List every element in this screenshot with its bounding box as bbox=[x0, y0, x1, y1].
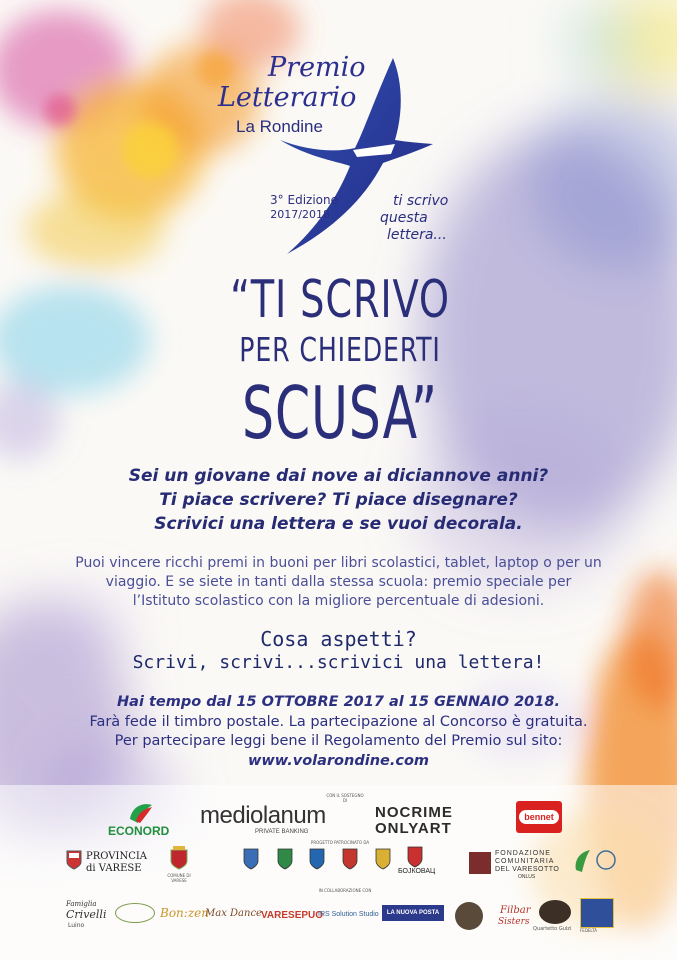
irs-text: IRS Solution Studio bbox=[318, 911, 379, 918]
provincia-line-1: PROVINCIA bbox=[86, 851, 148, 862]
filbar-line-2: Sisters bbox=[498, 917, 530, 927]
question-3: Scrivici una lettera e se vuoi decorala. bbox=[154, 514, 523, 534]
edition-years: 2017/2018 bbox=[270, 208, 330, 221]
call-line-2: Scrivi, scrivi...scrivici una lettera! bbox=[132, 652, 545, 673]
edition-label: 3° Edizione bbox=[270, 193, 338, 207]
fondazione-line-2: COMUNITARIA bbox=[495, 858, 555, 865]
prizes-line-1: Puoi vincere ricchi premi in buoni per libri scolastici, tablet, laptop o per un bbox=[75, 555, 602, 571]
tagline-1: ti scrivo bbox=[393, 193, 449, 209]
varese-label: COMUNE DI VARESE bbox=[167, 873, 191, 883]
econord-icon bbox=[128, 801, 154, 825]
logo-line-premio: Premio bbox=[268, 52, 366, 83]
postmark-text: Farà fede il timbro postale. La partecipazione al Concorso è gratuita. bbox=[89, 714, 588, 730]
community-leaf-icon bbox=[570, 848, 620, 876]
varesepuo-text: VARESEPUO bbox=[261, 910, 324, 921]
fedelta-mark-icon bbox=[580, 898, 614, 928]
prizes-line-2: viaggio. E se siete in tanti dalla stessa scuola: premio speciale per bbox=[105, 574, 572, 590]
provincia-crest-icon bbox=[66, 850, 82, 870]
varese-crest-icon bbox=[170, 846, 188, 870]
logo-line-la-rondine: La Rondine bbox=[236, 117, 323, 136]
filbar-line-1: Filbar bbox=[500, 905, 531, 916]
crest-1-icon bbox=[244, 849, 258, 869]
crest-3-icon bbox=[310, 849, 324, 869]
collab-label: IN COLLABORAZIONE CON bbox=[318, 888, 372, 893]
fondazione-line-3: DEL VARESOTTO bbox=[495, 866, 560, 873]
question-2: Ti piace scrivere? Ti piace disegnare? bbox=[159, 490, 518, 510]
crivelli-line-1: Famiglia bbox=[66, 900, 97, 908]
crivelli-line-2: Crivelli bbox=[66, 908, 107, 921]
crest-2-icon bbox=[278, 849, 292, 869]
decorative-crest-icon bbox=[115, 903, 155, 923]
deadline-text: Hai tempo dal 15 OTTOBRE 2017 al 15 GENNAIO 2018. bbox=[117, 694, 560, 710]
mediolanum-subtext: PRIVATE BANKING bbox=[255, 829, 309, 835]
headline-line-2: PER CHIEDERTI bbox=[239, 330, 441, 369]
fondazione-mark-icon bbox=[469, 852, 491, 874]
call-line-1: Cosa aspetti? bbox=[260, 627, 417, 651]
question-1: Sei un giovane dai nove ai diciannove anni? bbox=[128, 466, 549, 486]
fondazione-line-1: FONDAZIONE bbox=[495, 850, 551, 857]
nocrime-line-1: NOCRIME bbox=[375, 804, 453, 821]
bonzen-text: Bon:zen bbox=[160, 906, 209, 920]
tagline-3: lettera... bbox=[387, 227, 447, 243]
crest-4-icon bbox=[343, 849, 357, 869]
support-label: CON IL SOSTEGNO DI bbox=[326, 793, 364, 803]
headline-line-1: “TI SCRIVO bbox=[230, 270, 450, 330]
logo-line-letterario: Letterario bbox=[218, 82, 357, 113]
quartetto-badge-icon bbox=[539, 900, 571, 924]
bojkovac-label: БОЈКОВАЦ bbox=[398, 868, 436, 875]
crivelli-line-3: Luino bbox=[68, 922, 85, 929]
fedelta-text: FEDELTÀ bbox=[580, 928, 597, 933]
fondazione-line-4: ONLUS bbox=[518, 874, 536, 880]
tagline-2: questa bbox=[380, 210, 428, 226]
prizes-line-3: l’Istituto scolastico con la migliore percentuale di adesioni. bbox=[132, 593, 545, 609]
nocrime-line-2: ONLYART bbox=[375, 820, 452, 837]
maxdance-text: Max Dance bbox=[205, 908, 262, 919]
bennet-logo bbox=[516, 801, 562, 833]
headline-line-3: SCUSA” bbox=[242, 371, 438, 455]
mediolanum-text: mediolanum bbox=[200, 802, 326, 829]
rules-text: Per partecipare leggi bene il Regolamento del Premio sul sito: bbox=[114, 733, 563, 749]
crest-5-icon bbox=[376, 849, 390, 869]
bennet-text: bennet bbox=[519, 810, 559, 824]
round-badge-icon bbox=[455, 902, 483, 930]
patronage-label: PROGETTO PATROCINATO DA bbox=[310, 840, 370, 845]
crest-6-icon bbox=[408, 847, 422, 867]
provincia-line-2: di VARESE bbox=[86, 863, 142, 874]
website-link[interactable]: www.volarondine.com bbox=[247, 753, 430, 769]
econord-text: ECONORD bbox=[108, 824, 170, 838]
quartetto-text: Quartetto Gulzi bbox=[533, 926, 572, 932]
nuovaposta-text: LA NUOVA POSTA bbox=[382, 905, 444, 921]
